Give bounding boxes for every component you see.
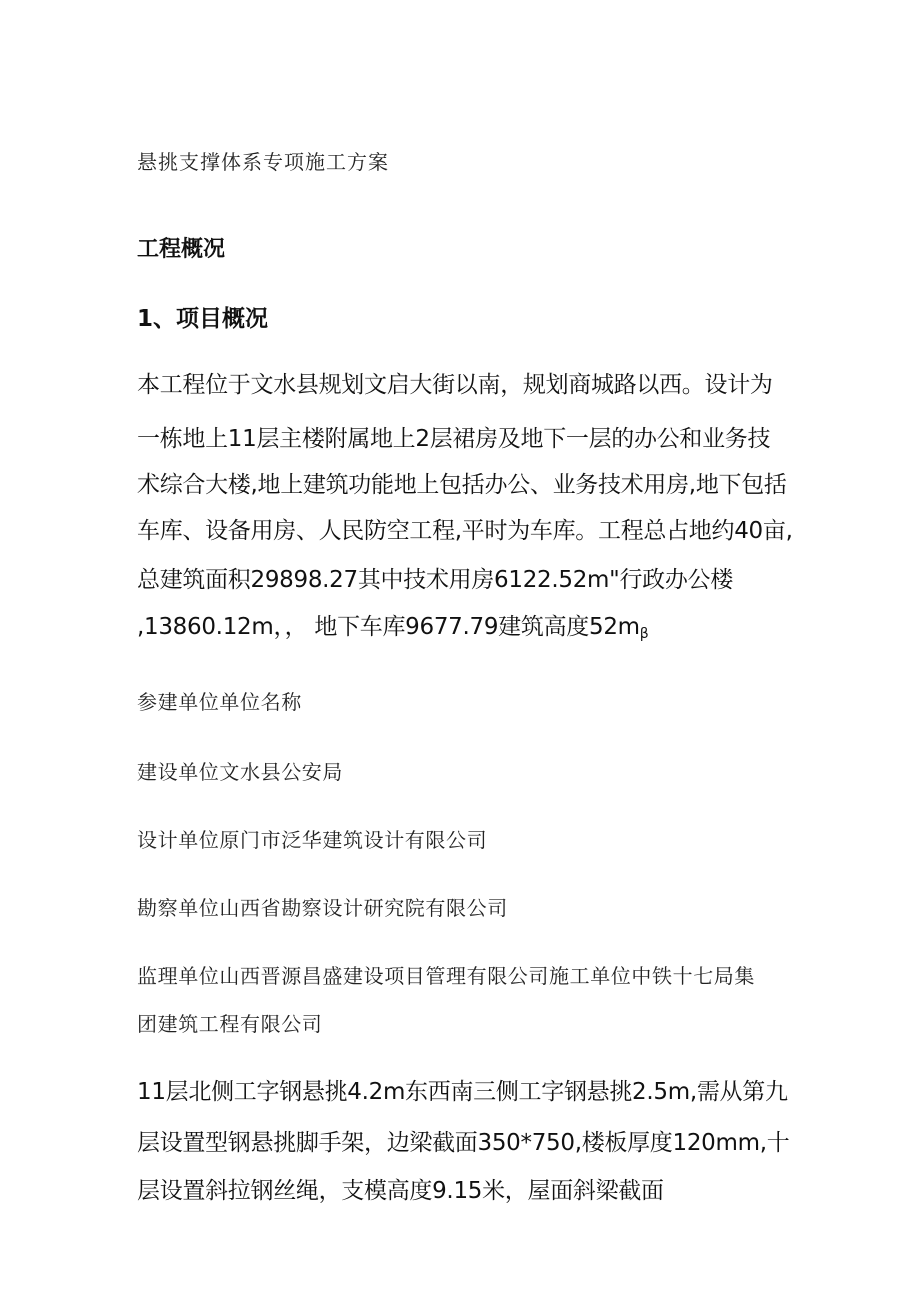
cantilever-line-2: 层设置型钢悬挑脚手架，边梁截面350*750,楼板厚度120mm,十 [137, 1130, 790, 1156]
overview-line-5: 总建筑面积29898.27其中技术用房6122.52m"行政办公楼 [137, 567, 733, 593]
overview-line-3: 术综合大楼,地上建筑功能地上包括办公、业务技术用房,地下包括 [137, 472, 787, 498]
overview-line-6-text: ,13860.12m，， 地下车库9677.79建筑高度52m [137, 614, 640, 640]
overview-line-4: 车库、设备用房、人民防空工程,平时为车库。工程总占地约40亩, [137, 518, 793, 544]
overview-line-1: 本工程位于文水县规划文启大街以南，规划商城路以西。设计为 [137, 372, 773, 398]
units-line-2: 建设单位文水县公安局 [137, 760, 343, 784]
units-line-6: 团建筑工程有限公司 [137, 1012, 323, 1036]
section-heading: 工程概况 [137, 237, 226, 262]
overview-line-6 [137, 608, 648, 642]
units-line-4: 勘察单位山西省勘察设计研究院有限公司 [137, 896, 508, 920]
cantilever-line-1: 11层北侧工字钢悬挑4.2m东西南三侧工字钢悬挑2.5m,需从第九 [137, 1079, 788, 1105]
subsection-heading: 1、项目概况 [137, 306, 269, 332]
units-line-1: 参建单位单位名称 [137, 690, 302, 714]
document-title: 悬挑支撑体系专项施工方案 [137, 150, 389, 174]
cantilever-line-3: 层设置斜拉钢丝绳，支模高度9.15米，屋面斜梁截面 [137, 1178, 664, 1204]
overview-line-2: 一栋地上11层主楼附属地上2层裙房及地下一层的办公和业务技 [137, 426, 771, 452]
units-line-5: 监理单位山西晋源昌盛建设项目管理有限公司施工单位中铁十七局集 [137, 964, 755, 988]
units-line-3: 设计单位原门市泛华建筑设计有限公司 [137, 828, 488, 852]
overview-line-6-suffix: β [639, 626, 649, 642]
